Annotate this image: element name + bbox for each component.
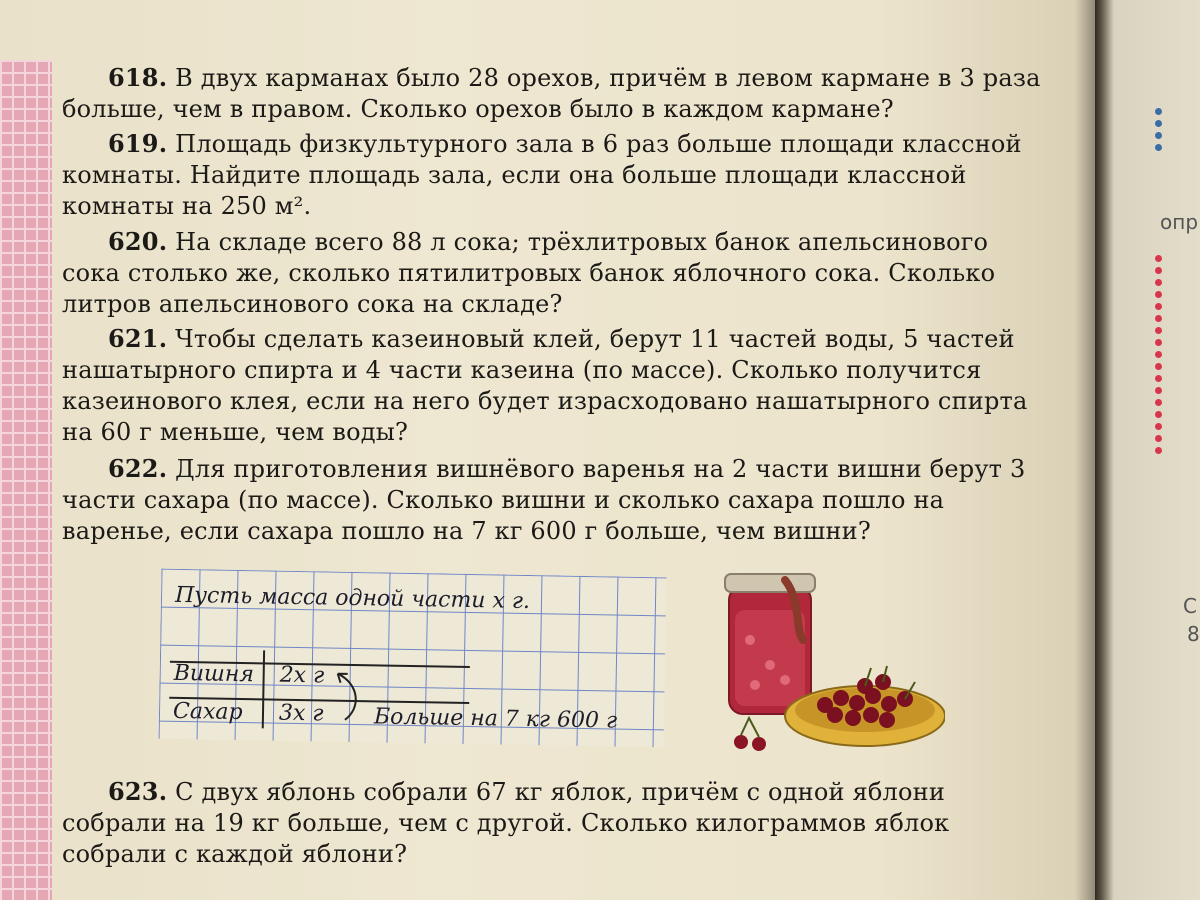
notebook-header: Пусть масса одной части х г. <box>174 582 531 615</box>
problem-620 <box>62 226 1042 320</box>
problem-622 <box>62 453 1042 547</box>
problem-text: Чтобы сделать казеиновый клей, берут 11 частей воды, 5 частей нашатырного спирта и 4 части казеина (по массе). Сколько получится казеинового клея, если на него будет израсходовано нашатырного спирта на 60 г меньше, чем воды? <box>62 325 1028 446</box>
next-page-edge <box>1095 0 1200 900</box>
next-page-text: опр <box>1160 210 1199 234</box>
difference-note: Больше на 7 кг 600 г <box>373 704 618 734</box>
red-dot-column <box>1155 255 1163 459</box>
problem-618 <box>62 62 1042 125</box>
problem-text: В двух карманах было 28 орехов, причём в левом кармане в 3 раза больше, чем в правом. Сколько орехов было в каждом кармане? <box>62 64 1041 123</box>
row-cherry-value: 2х г <box>279 662 325 689</box>
problem-number: 620. <box>108 227 168 256</box>
cherry-jam-illustration <box>715 570 945 760</box>
problem-621 <box>62 323 1042 448</box>
problem-text: С двух яблонь собрали 67 кг яблок, причём с одной яблони собрали на 19 кг больше, чем с другой. Сколько килограммов яблок собрали с каждой яблони? <box>62 778 950 868</box>
problem-text: Площадь физкультурного зала в 6 раз больше площади классной комнаты. Найдите площадь зала, если она больше площади классной комнаты на 250 м². <box>62 130 1022 220</box>
problem-number: 623. <box>108 777 168 806</box>
next-page-text: С <box>1183 594 1197 618</box>
problem-text: На складе всего 88 л сока; трёхлитровых банок апельсинового сока столько же, сколько пятилитровых банок яблочного сока. Сколько литров апельсинового сока на складе? <box>62 228 996 318</box>
problem-number: 622. <box>108 454 168 483</box>
problem-number: 621. <box>108 324 168 353</box>
problem-text: Для приготовления вишнёвого варенья на 2 части вишни берут 3 части сахара (по массе). Сколько вишни и сколько сахара пошло на варенье, если сахара пошло на 7 кг 600 г больше, чем вишни? <box>62 455 1026 545</box>
row-cherry-label: Вишня <box>173 660 255 688</box>
blue-dot-column <box>1155 108 1163 156</box>
curved-arrow-icon <box>329 668 370 729</box>
row-sugar-value: 3х г <box>278 700 324 727</box>
problem-619 <box>62 128 1042 222</box>
problem-number: 618. <box>108 63 168 92</box>
next-page-text: 8 <box>1187 622 1200 646</box>
pink-margin-grid <box>0 60 52 900</box>
problem-623 <box>62 776 1042 870</box>
row-sugar-label: Сахар <box>172 698 243 726</box>
table-divider <box>262 650 265 728</box>
notebook-grid <box>159 569 667 748</box>
problem-number: 619. <box>108 129 168 158</box>
